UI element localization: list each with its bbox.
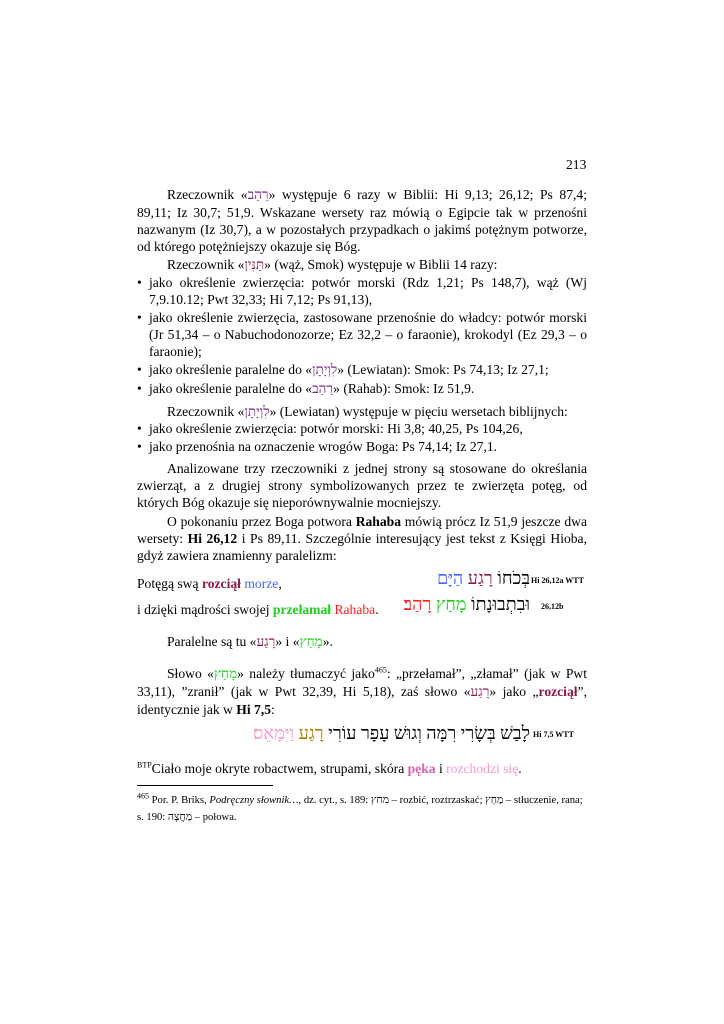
hebrew-machats: מָחַץ	[213, 666, 238, 682]
p2-text-a: Rzeczownik «	[167, 257, 245, 272]
paragraph-rahab	[137, 186, 587, 255]
list-item	[137, 361, 587, 379]
hebrew-rahab: רַהַב	[312, 381, 334, 397]
p7-text-f: :	[271, 702, 275, 717]
fn-hebrew: מחץ	[370, 794, 389, 806]
p3-text-a: Rzeczownik «	[167, 404, 245, 419]
verse1-text: Potęgą swą	[137, 576, 202, 591]
list-item: • jako określenie zwierzęcia, zastosowane przenośnie do władcy: potwór morski (Jr 51,34 – o Nabuchodonozorze; Ez 32,2 – o faraonie), krokodyl (Ez 29,3 – o faraonie);	[137, 309, 587, 360]
paragraph-tannin	[137, 256, 587, 274]
word-przelamal: przełamał	[272, 602, 332, 617]
heb-phrase: לָבַשׁ בְּשָׂרִי רִמָּה וְגוּשׁ עָפָר עוֹרִי	[328, 723, 530, 743]
btp-translation	[137, 760, 522, 777]
p7-text-e: ”, identycznie jak w	[137, 684, 587, 717]
list-item: • jako określenie zwierzęcia: potwór morski (Rdz 1,21; Ps 148,7), wąż (Wj 7,9.10.12; Pwt 32,33; Hi 7,12; Ps 91,13),	[137, 274, 587, 308]
fn-text-d: – stłuczenie, rana; s. 190:	[137, 795, 583, 823]
verse2-polish	[137, 601, 379, 618]
p2-text-b: » (wąż, Smok) występuje w Biblii 14 razy:	[264, 257, 498, 272]
p6-text-b: » i «	[275, 634, 300, 649]
hebrew-tannin: תַּנִּין	[244, 257, 265, 273]
p7-text-d: » jako „	[489, 684, 539, 699]
fn-text-c: – rozbić, roztrzaskać;	[388, 795, 486, 806]
item4-text-a: jako określenie paralelne do «	[149, 381, 313, 396]
punct: ,	[278, 576, 282, 591]
word-peka: pęka	[407, 761, 436, 776]
paragraph-rahab-defeat	[137, 513, 587, 564]
verse3-reference: Hi 7,5 WTT	[533, 730, 574, 739]
leviathan-usage-list	[137, 420, 587, 456]
p6-text-c: ».	[322, 634, 333, 649]
hebrew-raga: רָגַע	[470, 684, 490, 700]
verse1-hebrew	[420, 570, 530, 588]
fn-italic-title: Podręczny słownik…	[209, 795, 299, 806]
list-item: • jako przenośnia na oznaczenie wrogów Boga: Ps 74,14; Iz 27,1.	[137, 438, 587, 455]
footnote-465	[137, 792, 587, 826]
verse1-polish	[137, 575, 282, 592]
paragraph-translation	[137, 665, 587, 719]
fn-text-e: – połowa.	[192, 812, 237, 823]
hebrew-raga: רָגַע	[256, 634, 276, 650]
footnote-number: 465	[137, 791, 149, 801]
heb-word-vayimaes: וַיִּמָּאֵס׃	[253, 723, 295, 743]
hebrew-leviathan: לִוְיָתָן	[244, 404, 270, 420]
bold-reference: Hi 7,5	[236, 702, 272, 717]
verse3-hebrew	[245, 725, 530, 743]
btp-text-c: .	[518, 761, 522, 776]
bold-rahaba: Rahaba	[355, 514, 402, 529]
verse2-hebrew	[385, 596, 530, 614]
hebrew-machats: מָחַץ	[299, 634, 323, 650]
footnote-marker[interactable]: 465	[374, 665, 387, 675]
btp-tag: BTP	[137, 760, 152, 770]
btp-text-b: i	[435, 761, 447, 776]
paragraph-parallel	[137, 633, 587, 651]
hebrew-rahab: רַהַב	[247, 187, 269, 203]
list-item: • jako określenie zwierzęcia: potwór morski: Hi 3,8; 40,25, Ps 104,26,	[137, 420, 587, 437]
word-rahaba: Rahaba	[334, 602, 376, 617]
p5-text-c: i Ps 89,11. Szczególnie interesujący jest tekst z Księgi Hioba, gdyż zawiera znamienny paralelizm:	[137, 531, 587, 563]
p5-text-b: mówią prócz Iz 51,9 jeszcze dwa wersety:	[137, 514, 587, 546]
verse2-text: i dzięki mądrości swojej	[137, 602, 273, 617]
tannin-usage-list	[137, 274, 587, 399]
p5-text-a: O pokonaniu przez Boga potwora	[167, 514, 356, 529]
verse1-reference: Hi 26,12a WTT	[531, 576, 584, 585]
fn-text-a: Por. P. Briks,	[149, 795, 210, 806]
paragraph-analysis: Analizowane trzy rzeczowniki z jednej strony są stosowane do określania zwierząt, a z drugiej strony symbolizowanych przez te zwierzęta potęg, od których Bóg okazuje się nieporównywalnie mocniejszy.	[137, 461, 587, 510]
word-morze: morze	[244, 576, 279, 591]
paragraph-leviathan	[137, 403, 587, 421]
verse2-reference: 26,12b	[541, 602, 564, 611]
fn-hebrew: מַחֲצָה	[167, 811, 193, 823]
item3-text-b: » (Lewiatan): Smok: Ps 74,13; Iz 27,1;	[337, 362, 549, 377]
p6-text-a: Paralelne są tu «	[167, 634, 257, 649]
word-rozcial: rozciął	[201, 576, 241, 591]
heb-word-hayam: הַיָּם	[436, 568, 464, 588]
word-rozchodzi-sie: rozchodzi się	[446, 761, 519, 776]
heb-word-raga: רָגַע	[467, 568, 493, 588]
verse2-hebrew-text	[403, 594, 530, 614]
p1-text-b: » występuje 6 razy w Biblii: Hi 9,13; 26,12; Ps 87,4; 89,11; Iz 30,7; 51,9. Wskazane wersety raz mówią o Egipcie tak w przenośni nazwanym (Iz 30,7), a w pozostałych przypadkach o jakimś potężnym potworze, od którego potężniejszy okazuje się Bóg.	[137, 187, 587, 254]
punct: .	[375, 602, 379, 617]
heb-word-rahab: רָהַב׃	[403, 594, 432, 614]
p1-text-a: Rzeczownik «	[167, 187, 248, 202]
fn-hebrew: מַחַץ	[485, 794, 504, 806]
p3-text-b: » (Lewiatan) występuje w pięciu wersetach biblijnych:	[269, 404, 568, 419]
item3-text-a: jako określenie paralelne do «	[149, 362, 313, 377]
p7-text-a: Słowo «	[167, 666, 214, 681]
word-rozcial: rozciął	[538, 684, 578, 699]
p7-text-c: : „przełamał”, „złamał” (jak w Pwt 33,11), ”zranił” (jak w Pwt 32,39, Hi 5,18), zaś słowo «	[137, 666, 587, 699]
fn-text-b: , dz. cyt., s. 189:	[298, 795, 371, 806]
heb-word: בְּכֹחוֹ	[497, 568, 530, 588]
p7-text-b: » należy tłumaczyć jako	[237, 666, 375, 681]
hebrew-leviathan: לִוְיָתָן	[312, 362, 338, 378]
item4-text-b: » (Rahab): Smok: Iz 51,9.	[333, 381, 475, 396]
btp-text-a: Ciało moje okryte robactwem, strupami, skóra	[151, 761, 408, 776]
verse1-hebrew-text	[437, 568, 530, 588]
bold-reference: Hi 26,12	[187, 531, 238, 546]
verse3-hebrew-text	[253, 723, 530, 743]
footnote-divider	[137, 785, 273, 786]
page-number: 213	[566, 157, 587, 172]
heb-word-raga: רָגַע	[298, 723, 324, 743]
heb-word-machats: מָחַץ	[435, 594, 467, 614]
heb-word: וּבִתְבוּנָתוֹ	[471, 594, 530, 614]
list-item	[137, 380, 587, 398]
